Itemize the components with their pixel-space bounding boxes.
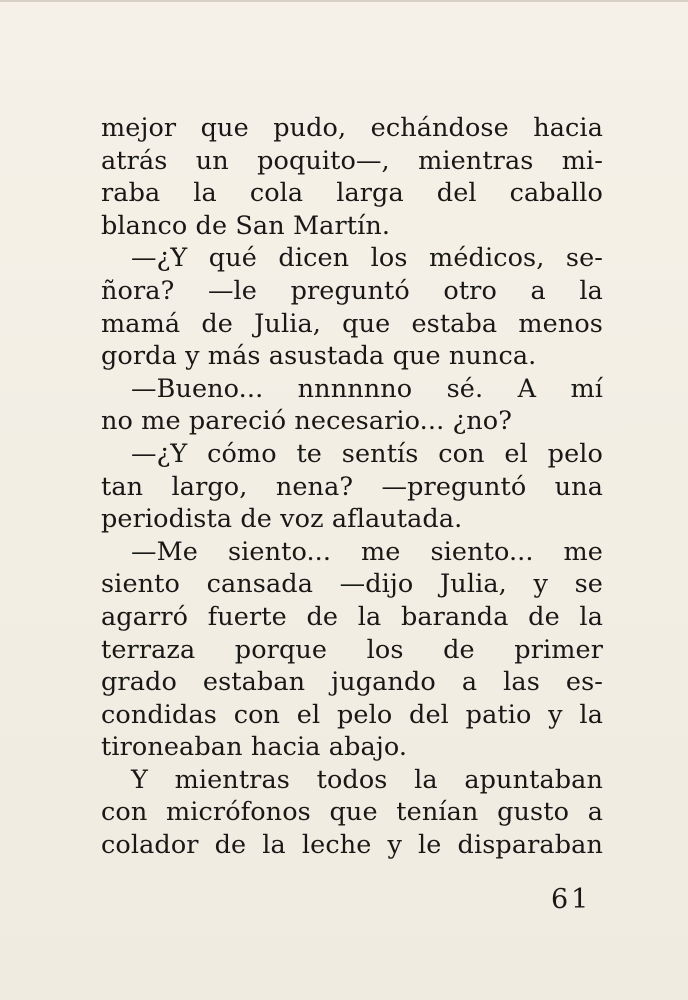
- text-line: tironeaban hacia abajo.: [101, 732, 408, 763]
- text-line: condidas con el pelo del patio y la: [101, 699, 603, 730]
- text-line: con micrófonos que tenían gusto a: [101, 797, 603, 828]
- text-line: —¿Y cómo te sentís con el pelo: [131, 438, 603, 469]
- text-line: Y mientras todos la apuntaban: [131, 764, 603, 795]
- text-line: mejor que pudo, echándose hacia: [101, 113, 603, 143]
- text-line: siento cansada —dijo Julia, y se: [101, 569, 603, 600]
- text-line: blanco de San Martín.: [101, 210, 391, 241]
- text-line: colador de la leche y le disparaban: [101, 830, 603, 861]
- text-line: periodista de voz aflautada.: [101, 504, 463, 535]
- text-line: agarró fuerte de la baranda de la: [101, 601, 603, 632]
- body-text: [101, 112, 603, 862]
- text-line: —¿Y qué dicen los médicos, se-: [131, 243, 603, 274]
- page-number: 61: [551, 884, 592, 915]
- page-top-edge: [0, 0, 688, 2]
- text-line: mamá de Julia, que estaba menos: [101, 308, 603, 339]
- text-line: ñora? —le preguntó otro a la: [101, 275, 603, 306]
- text-line: —Me siento... me siento... me: [131, 536, 603, 567]
- text-line: no me pareció necesario... ¿no?: [101, 406, 513, 437]
- text-line: gorda y más asustada que nunca.: [101, 341, 537, 372]
- text-line: grado estaban jugando a las es-: [101, 667, 603, 698]
- text-line: —Bueno... nnnnnno sé. A mí: [131, 373, 603, 404]
- text-line: raba la cola larga del caballo: [101, 178, 603, 209]
- text-line: tan largo, nena? —preguntó una: [101, 471, 603, 502]
- text-line: terraza porque los de primer: [101, 634, 603, 665]
- text-line: atrás un poquito—, mientras mi-: [101, 145, 603, 176]
